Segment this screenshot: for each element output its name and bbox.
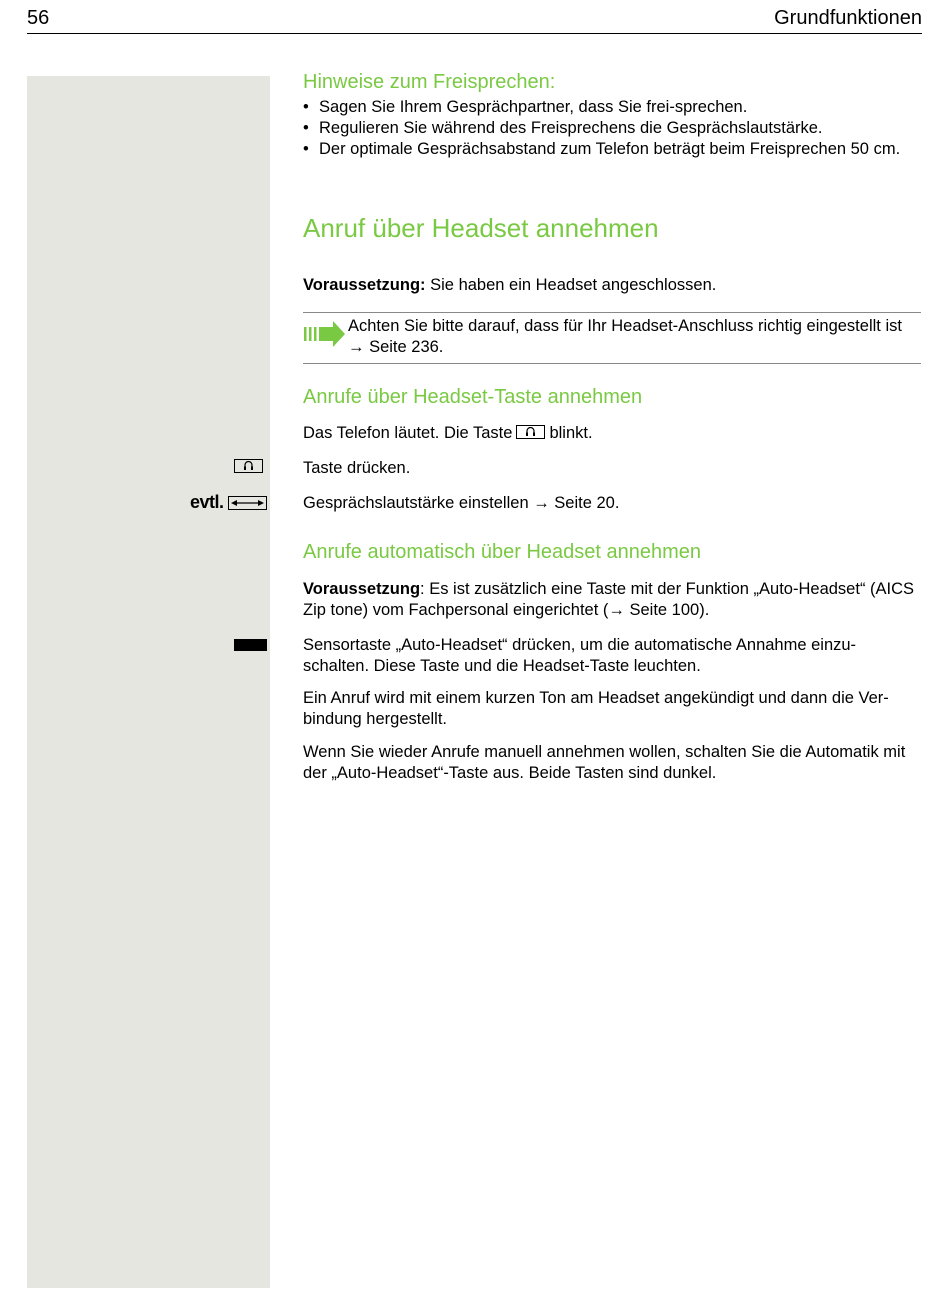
paragraph-manual-answer: Wenn Sie wieder Anrufe manuell annehmen wollen, schalten Sie die Automatik mit der „Auto-Headset“-Taste aus. Beide Tasten sind dunkel. [303, 743, 906, 782]
hints-item: • Regulieren Sie während des Freisprechens die Gesprächslautstärke. [303, 119, 823, 137]
headset-key-icon [516, 425, 545, 439]
step-sensor-key: Sensortaste „Auto-Headset“ drücken, um die automatische Annahme einzu-schalten. Diese Taste und die Headset-Taste leuchten. [303, 636, 857, 675]
step-adjust-volume: Gesprächslautstärke einstellen → Seite 20. [303, 494, 620, 512]
volume-slider-icon [228, 496, 267, 510]
headset-key-icon [234, 459, 263, 473]
subsection-title-auto-headset: Anrufe automatisch über Headset annehmen [303, 541, 702, 563]
section-title: Anruf über Headset annehmen [303, 213, 659, 243]
prereq-text: Sie haben ein Headset angeschlossen. [425, 276, 717, 294]
note-arrow-icon [304, 321, 346, 347]
prereq-label: Voraussetzung: [303, 276, 426, 294]
hints-title: Hinweise zum Freisprechen: [303, 71, 556, 93]
hints-item: • Der optimale Gesprächsabstand zum Telefon beträgt beim Freisprechen 50 cm. [303, 140, 901, 158]
hints-item: • Sagen Sie Ihrem Gesprächpartner, dass Sie frei-sprechen. [303, 98, 748, 116]
hints-list [303, 97, 918, 160]
step-press-key: Taste drücken. [303, 459, 411, 477]
chapter-title: Grundfunktionen [774, 7, 922, 29]
section-prerequisite [303, 275, 921, 296]
sensor-key-icon [234, 639, 267, 651]
auto-prerequisite: Voraussetzung: Es ist zusätzlich eine Taste mit der Funktion „Auto-Headset“ (AICS Zip tone) vom Fachpersonal eingerichtet (→ Seite 100). [303, 580, 915, 619]
note-box [303, 312, 921, 364]
optional-label: evtl. [190, 492, 224, 512]
step-phone-rings: Das Telefon läutet. Die Taste blinkt. [303, 424, 593, 442]
page-number: 56 [27, 7, 50, 29]
page-ref-arrow: → [533, 494, 550, 512]
page-header [27, 6, 922, 34]
page-ref-arrow: → [608, 601, 625, 619]
sidebar-column [27, 76, 270, 1288]
subsection-title-headset-key: Anrufe über Headset-Taste annehmen [303, 386, 643, 408]
note-text: Achten Sie bitte darauf, dass für Ihr Headset-Anschluss richtig eingestellt ist → Seite 236. [348, 317, 902, 356]
page-ref-arrow: → [348, 338, 365, 356]
paragraph-call-announce: Ein Anruf wird mit einem kurzen Ton am Headset angekündigt und dann die Ver-bindung hergestellt. [303, 689, 889, 728]
